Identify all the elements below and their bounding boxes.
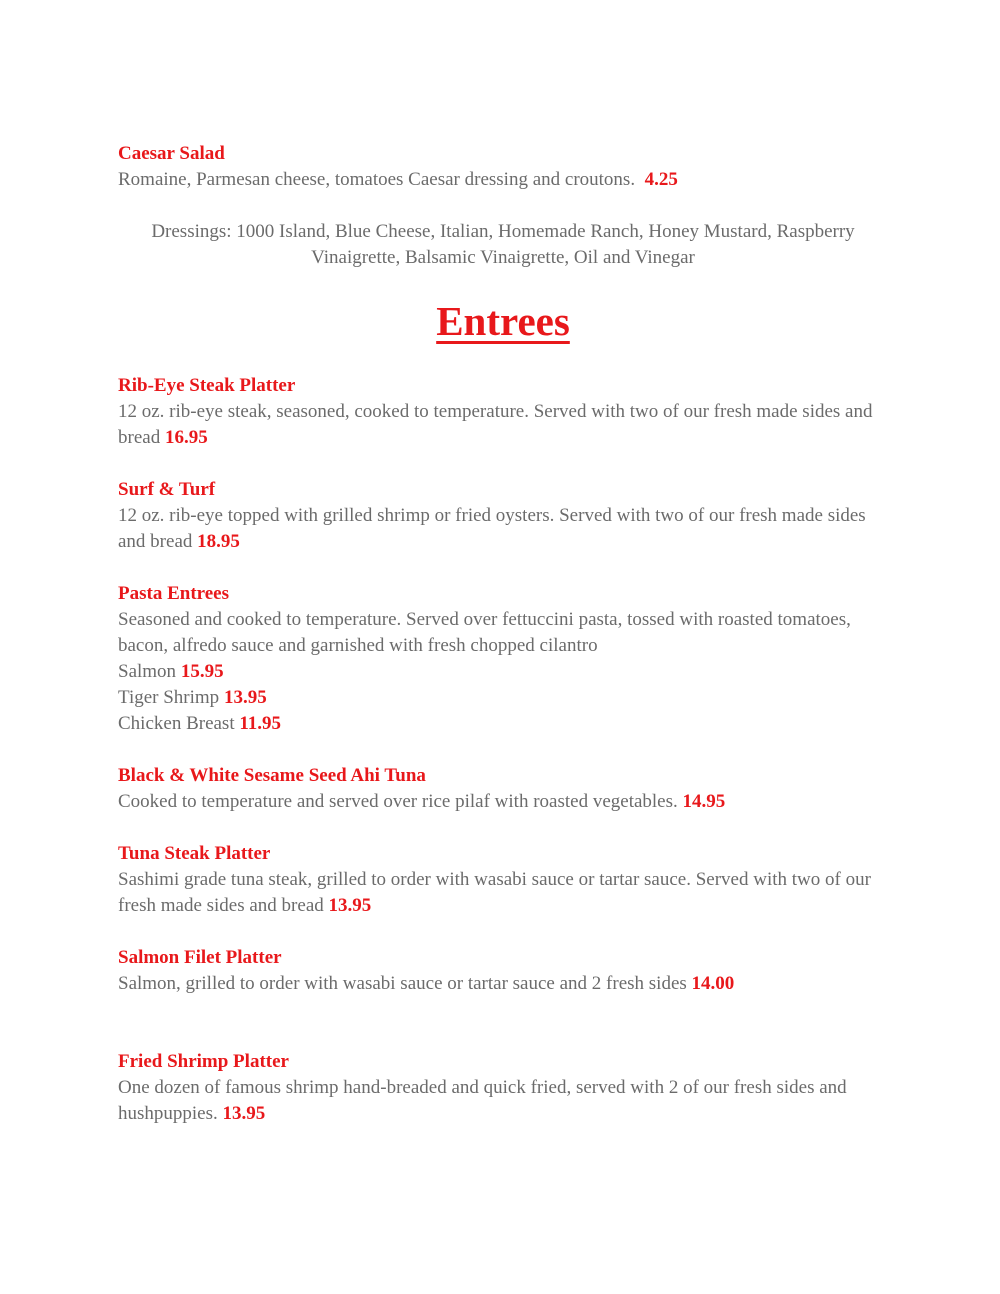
item-price: 4.25 [644,169,678,190]
item-description-text: One dozen of famous shrimp hand-breaded and quick fried, served with 2 of our fresh sides and hushpuppies. [118,1077,847,1124]
menu-item-ahi-tuna [118,763,888,815]
spacer [118,451,888,477]
dressings-note: Dressings: 1000 Island, Blue Cheese, Italian, Homemade Ranch, Honey Mustard, Raspberry Vinaigrette, Balsamic Vinaigrette, Oil and Vinegar [151,221,855,268]
menu-item-tuna-steak [118,841,888,919]
pasta-option [118,711,888,737]
pasta-option-name: Salmon [118,661,177,682]
item-title: Rib-Eye Steak Platter [118,375,296,396]
item-description [118,789,888,815]
item-description [118,1075,888,1127]
pasta-option-price: 15.95 [180,661,224,682]
menu-item-salmon-filet [118,945,888,997]
menu-page [118,141,888,1127]
pasta-option-price: 13.95 [223,687,267,708]
item-description [118,167,888,193]
section-heading [118,295,888,373]
pasta-option-price: 11.95 [239,713,282,734]
item-price: 16.95 [164,427,208,448]
menu-item-ribeye [118,373,888,451]
item-description-text: 12 oz. rib-eye steak, seasoned, cooked to temperature. Served with two of our fresh made sides and bread [118,401,873,448]
item-description-text: 12 oz. rib-eye topped with grilled shrimp or fried oysters. Served with two of our fresh made sides and bread [118,505,866,552]
item-description [118,971,888,997]
item-description-text: Sashimi grade tuna steak, grilled to order with wasabi sauce or tartar sauce. Served with two of our fresh made sides and bread [118,869,871,916]
item-description-text: Salmon, grilled to order with wasabi sauce or tartar sauce and 2 fresh sides [118,973,687,994]
menu-item-caesar-salad [118,141,888,193]
pasta-option [118,659,888,685]
item-description: Seasoned and cooked to temperature. Served over fettuccini pasta, tossed with roasted tomatoes, bacon, alfredo sauce and garnished with fresh chopped cilantro [118,609,851,656]
item-title: Salmon Filet Platter [118,947,282,968]
item-price: 18.95 [197,531,240,552]
item-price: 13.95 [222,1103,266,1124]
item-title: Fried Shrimp Platter [118,1051,289,1072]
menu-item-pasta-entrees [118,581,888,737]
spacer [118,555,888,581]
section-heading-text: Entrees [436,298,570,344]
item-description [118,503,888,555]
item-title: Pasta Entrees [118,583,229,604]
item-price: 14.95 [682,791,726,812]
pasta-option [118,685,888,711]
item-title: Caesar Salad [118,143,225,164]
item-description [118,867,888,919]
item-price: 13.95 [328,895,372,916]
item-description [118,399,888,451]
menu-item-fried-shrimp [118,1049,888,1127]
item-title: Tuna Steak Platter [118,843,271,864]
item-title: Surf & Turf [118,479,216,500]
spacer [118,193,888,219]
spacer [118,919,888,945]
spacer [118,737,888,763]
item-description-text: Romaine, Parmesan cheese, tomatoes Caesar dressing and croutons. [118,169,636,190]
pasta-option-name: Tiger Shrimp [118,687,220,708]
menu-item-surf-turf [118,477,888,555]
spacer [118,997,888,1049]
item-price: 14.00 [691,973,735,994]
spacer [118,815,888,841]
pasta-option-name: Chicken Breast [118,713,235,734]
item-description-text: Cooked to temperature and served over rice pilaf with roasted vegetables. [118,791,678,812]
item-title: Black & White Sesame Seed Ahi Tuna [118,765,426,786]
